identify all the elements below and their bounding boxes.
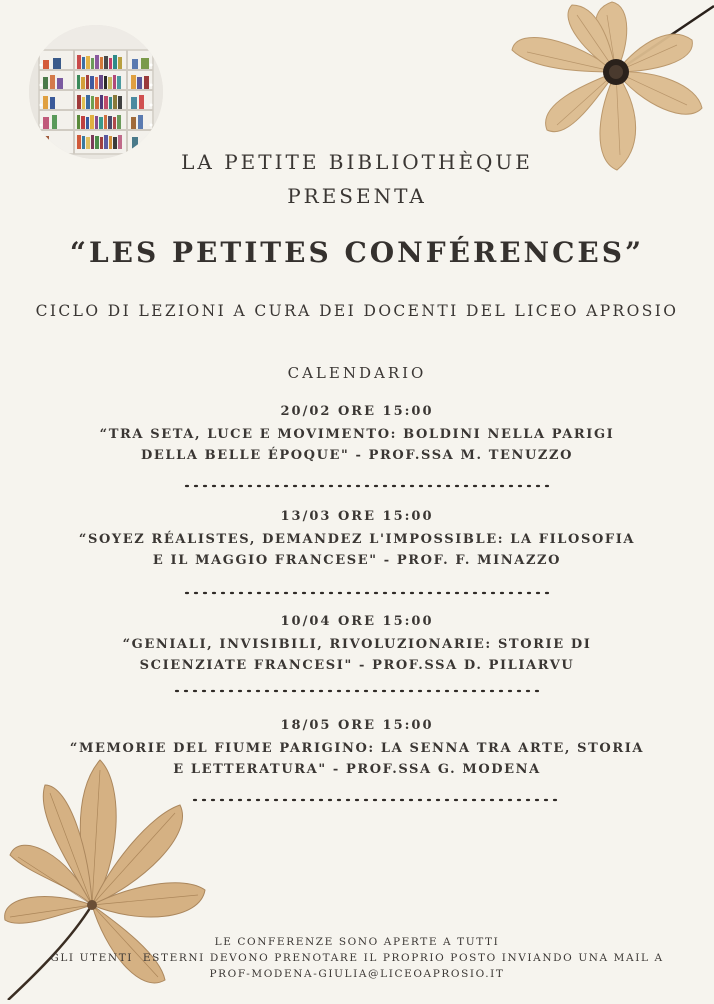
subtitle: CICLO DI LEZIONI A CURA DEI DOCENTI DEL LICEO APROSIO — [35, 302, 679, 320]
calendar-heading: CALENDARIO — [287, 364, 427, 382]
dotted-separator — [174, 688, 544, 694]
event-3-title-line-2: SCIENZIATE FRANCESI" - PROF.SSA D. PILIARVU — [139, 658, 575, 673]
organizer-line-1: LA PETITE BIBLIOTHÈQUE — [181, 150, 533, 174]
dotted-separator — [184, 590, 554, 596]
event-3-title-line-1: “GENIALI, INVISIBILI, RIVOLUZIONARIE: STORIE DI — [122, 637, 592, 652]
event-4-datetime: 18/05 ORE 15:00 — [280, 718, 434, 733]
event-4-title-line-2: E LETTERATURA" - PROF.SSA G. MODENA — [173, 762, 541, 777]
event-2-title-line-2: E IL MAGGIO FRANCESE" - PROF. F. MINAZZO — [152, 553, 562, 568]
event-1-title-line-2: DELLA BELLE ÉPOQUE" - PROF.SSA M. TENUZZO — [140, 448, 574, 463]
footer-booking-note: GLI UTENTI ESTERNI DEVONO PRENOTARE IL PROPRIO POSTO INVIANDO UNA MAIL A — [50, 952, 664, 964]
event-1-datetime: 20/02 ORE 15:00 — [280, 404, 434, 419]
page-title: “LES PETITES CONFÉRENCES” — [69, 236, 645, 269]
footer-email[interactable]: PROF-MODENA-GIULIA@LICEOAPROSIO.IT — [209, 968, 505, 980]
dotted-separator — [184, 483, 554, 489]
organizer-line-2: PRESENTA — [287, 184, 427, 208]
bookshelf-photo — [29, 25, 163, 159]
event-4-title-line-1: “MEMORIE DEL FIUME PARIGINO: LA SENNA TRA ARTE, STORIA — [69, 741, 645, 756]
event-1-title-line-1: “TRA SETA, LUCE E MOVIMENTO: BOLDINI NELLA PARIGI — [99, 427, 615, 442]
footer-open-to-all: LE CONFERENZE SONO APERTE A TUTTI — [214, 936, 500, 948]
event-3-datetime: 10/04 ORE 15:00 — [280, 614, 434, 629]
dotted-separator — [192, 797, 562, 803]
event-2-datetime: 13/03 ORE 15:00 — [280, 509, 434, 524]
event-2-title-line-1: “SOYEZ RÉALISTES, DEMANDEZ L'IMPOSSIBLE: LA FILOSOFIA — [78, 532, 636, 547]
